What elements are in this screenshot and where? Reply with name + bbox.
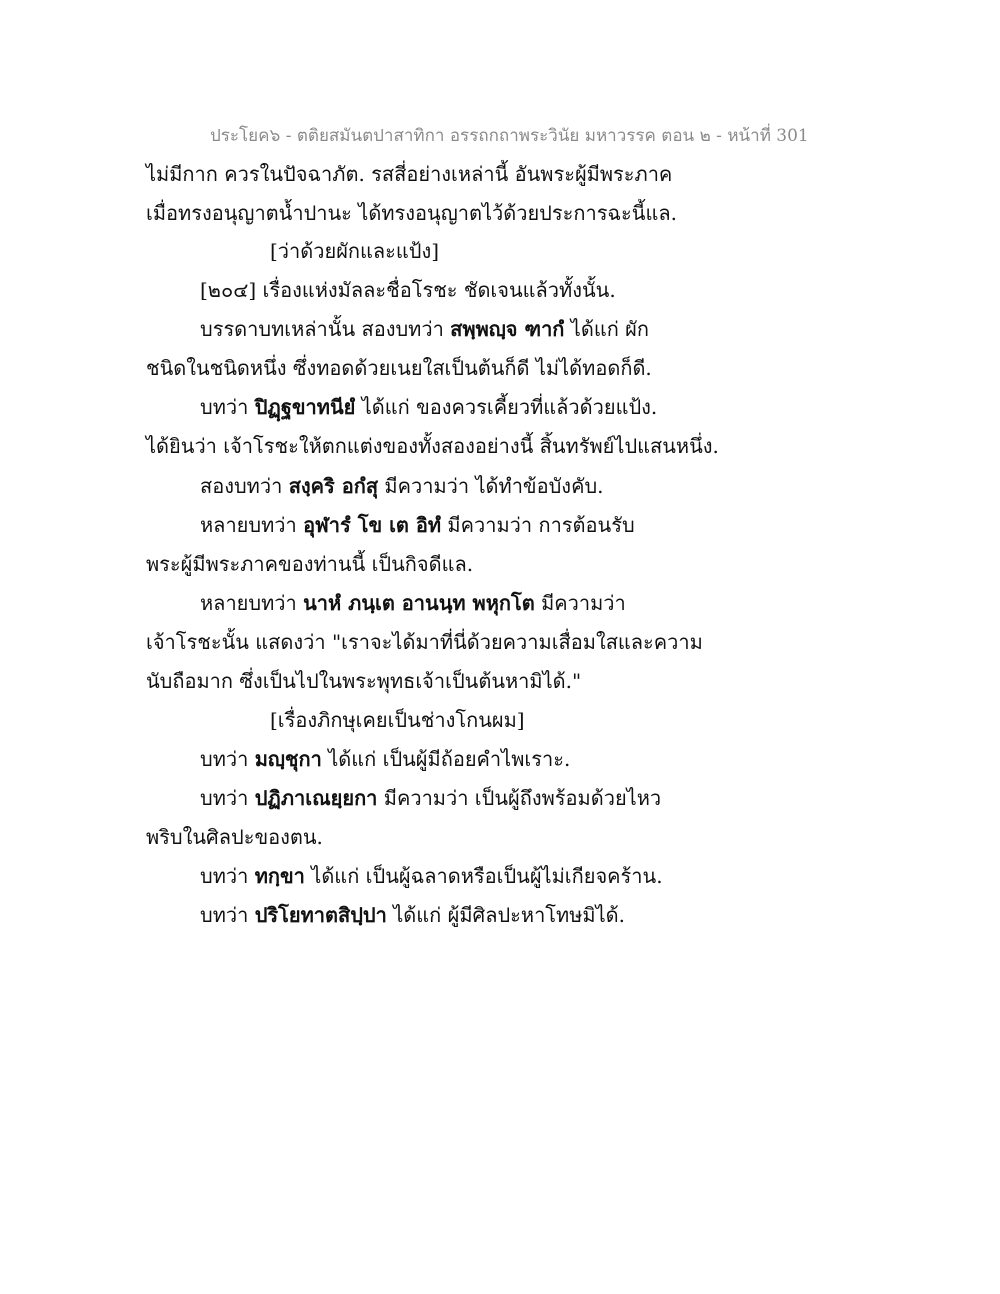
page-header: ประโยค๖ - ตติยสมันตปาสาทิกา อรรถกถาพระวินัย มหาวรรค ตอน ๒ - หน้าที่ 301 bbox=[210, 126, 809, 146]
pali-term: ปริโยทาตสิปฺปา bbox=[254, 903, 387, 927]
text-line-13: เจ้าโรชะนั้น แสดงว่า "เราจะได้มาที่นี่ด้วยความเสื่อมใสและความ bbox=[146, 630, 703, 654]
text-span: ได้แก่ ผู้มีศิลปะหาโทษมิได้. bbox=[386, 903, 626, 927]
text-line-10 bbox=[200, 511, 635, 539]
text-line-1: ไม่มีกาก ควรในปัจฉาภัต. รสสี่อย่างเหล่านี้ อันพระผู้มีพระภาค bbox=[146, 162, 673, 186]
text-span: มีความว่า bbox=[534, 591, 626, 615]
text-span: ได้แก่ เป็นผู้ฉลาดหรือเป็นผู้ไม่เกียจคร้าน. bbox=[304, 864, 663, 888]
text-line-9 bbox=[200, 472, 604, 500]
text-span: มีความว่า เป็นผู้ถึงพร้อมด้วยไหว bbox=[377, 786, 662, 810]
text-span: บรรดาบทเหล่านั้น สองบทว่า bbox=[200, 317, 451, 341]
text-line-2: เมื่อทรงอนุญาตน้ำปานะ ได้ทรงอนุญาตไว้ด้วยประการฉะนี้แล. bbox=[146, 201, 677, 225]
text-span: บทว่า bbox=[200, 747, 255, 771]
pali-term: สงฺคริ อกํสุ bbox=[288, 474, 379, 498]
text-span: ได้แก่ เป็นผู้มีถ้อยคำไพเราะ. bbox=[321, 747, 571, 771]
text-span: บทว่า bbox=[200, 864, 255, 888]
text-span: หลายบทว่า bbox=[200, 513, 304, 537]
pali-term: ทกฺขา bbox=[254, 864, 305, 888]
text-span: มีความว่า ได้ทำข้อบังคับ. bbox=[378, 474, 604, 498]
text-line-11: พระผู้มีพระภาคของท่านนี้ เป็นกิจดีแล. bbox=[146, 552, 474, 576]
text-line-20 bbox=[200, 901, 625, 929]
text-line-18: พริบในศิลปะของตน. bbox=[146, 825, 323, 849]
text-span: ได้แก่ ของควรเคี้ยวที่แล้วด้วยแป้ง. bbox=[355, 395, 658, 419]
text-span: บทว่า bbox=[200, 786, 255, 810]
text-span: ได้แก่ ผัก bbox=[564, 317, 650, 341]
text-line-17 bbox=[200, 784, 661, 812]
pali-term: ปฏิภาเณยฺยกา bbox=[254, 786, 378, 810]
pali-term: นาหํ ภนฺเต อานนฺท พหุกโต bbox=[303, 591, 535, 615]
text-span: บทว่า bbox=[200, 395, 255, 419]
text-line-8: ได้ยินว่า เจ้าโรชะให้ตกแต่งของทั้งสองอย่างนี้ สิ้นทรัพย์ไปแสนหนึ่ง. bbox=[146, 434, 719, 458]
text-line-7 bbox=[200, 393, 657, 421]
text-span: บทว่า bbox=[200, 903, 255, 927]
text-span: สองบทว่า bbox=[200, 474, 289, 498]
text-line-19 bbox=[200, 862, 663, 890]
section-heading-barber: [เรื่องภิกษุเคยเป็นช่างโกนผม] bbox=[270, 708, 525, 732]
text-line-5 bbox=[200, 315, 649, 343]
text-line-16 bbox=[200, 745, 570, 773]
text-line-12 bbox=[200, 589, 626, 617]
pali-term: อุฬารํ โข เต อิทํ bbox=[303, 513, 442, 537]
section-heading-vegetables: [ว่าด้วยผักและแป้ง] bbox=[270, 239, 440, 263]
text-line-6: ชนิดในชนิดหนึ่ง ซึ่งทอดด้วยเนยใสเป็นต้นก็ดี ไม่ได้ทอดก็ดี. bbox=[146, 356, 652, 380]
pali-term: มญฺชุกา bbox=[254, 747, 322, 771]
text-span: มีความว่า การต้อนรับ bbox=[441, 513, 635, 537]
text-line-4: [๒๐๔] เรื่องแห่งมัลละชื่อโรชะ ชัดเจนแล้วทั้งนั้น. bbox=[200, 278, 616, 302]
pali-term: สพฺพญฺจ ฑากํ bbox=[450, 317, 565, 341]
text-line-14: นับถือมาก ซึ่งเป็นไปในพระพุทธเจ้าเป็นต้นหามิได้." bbox=[146, 669, 582, 693]
pali-term: ปิฏฺฐขาทนียํ bbox=[254, 395, 356, 419]
text-span: หลายบทว่า bbox=[200, 591, 304, 615]
